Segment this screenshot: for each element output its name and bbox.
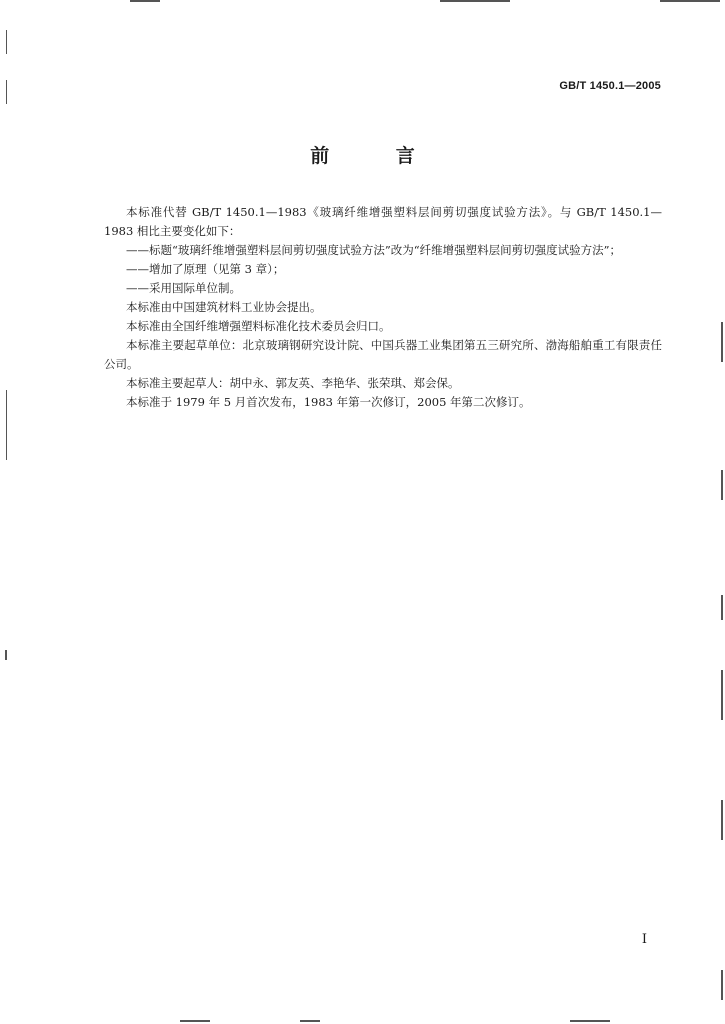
foreword-body <box>104 203 662 412</box>
scan-artifact <box>180 1020 210 1022</box>
standard-number: GB/T 1450.1—2005 <box>559 80 661 92</box>
paragraph-replacement: 本标准代替 GB/T 1450.1—1983《玻璃纤维增强塑料层间剪切强度试验方法》。与 GB/T 1450.1—1983 相比主要变化如下： <box>104 205 662 238</box>
paragraph-drafting-units: 本标准主要起草单位：北京玻璃钢研究设计院、中国兵器工业集团第五三研究所、渤海船舶重工有限责任公司。 <box>104 338 662 371</box>
scan-artifact <box>721 322 723 362</box>
scan-artifact <box>5 650 7 660</box>
scan-artifact <box>570 1020 610 1022</box>
page-number: I <box>641 932 647 947</box>
scan-artifact <box>6 80 7 104</box>
change-item-units: ——采用国际单位制。 <box>126 281 241 295</box>
page-title: 前 言 <box>310 145 445 167</box>
scan-artifact <box>721 970 723 1000</box>
scan-artifact <box>660 0 720 2</box>
scan-artifact <box>721 470 723 500</box>
paragraph-drafters: 本标准主要起草人：胡中永、郭友英、李艳华、张荣琪、郑会保。 <box>126 376 460 390</box>
change-item-title: ——标题“玻璃纤维增强塑料层间剪切强度试验方法”改为“纤维增强塑料层间剪切强度试验方法”； <box>126 243 622 257</box>
scan-artifact <box>130 0 160 2</box>
paragraph-proposer: 本标准由中国建筑材料工业协会提出。 <box>126 300 322 314</box>
change-item-principle: ——增加了原理（见第 3 章）； <box>126 262 285 276</box>
scan-artifact <box>6 30 7 54</box>
scan-artifact <box>300 1020 320 1022</box>
scan-artifact <box>721 595 723 620</box>
paragraph-history: 本标准于 1979 年 5 月首次发布，1983 年第一次修订，2005 年第二次修订。 <box>126 395 531 409</box>
scan-artifact <box>440 0 510 2</box>
paragraph-committee: 本标准由全国纤维增强塑料标准化技术委员会归口。 <box>126 319 391 333</box>
scan-artifact <box>721 670 723 720</box>
scan-artifact <box>6 390 7 460</box>
scan-artifact <box>721 800 723 840</box>
